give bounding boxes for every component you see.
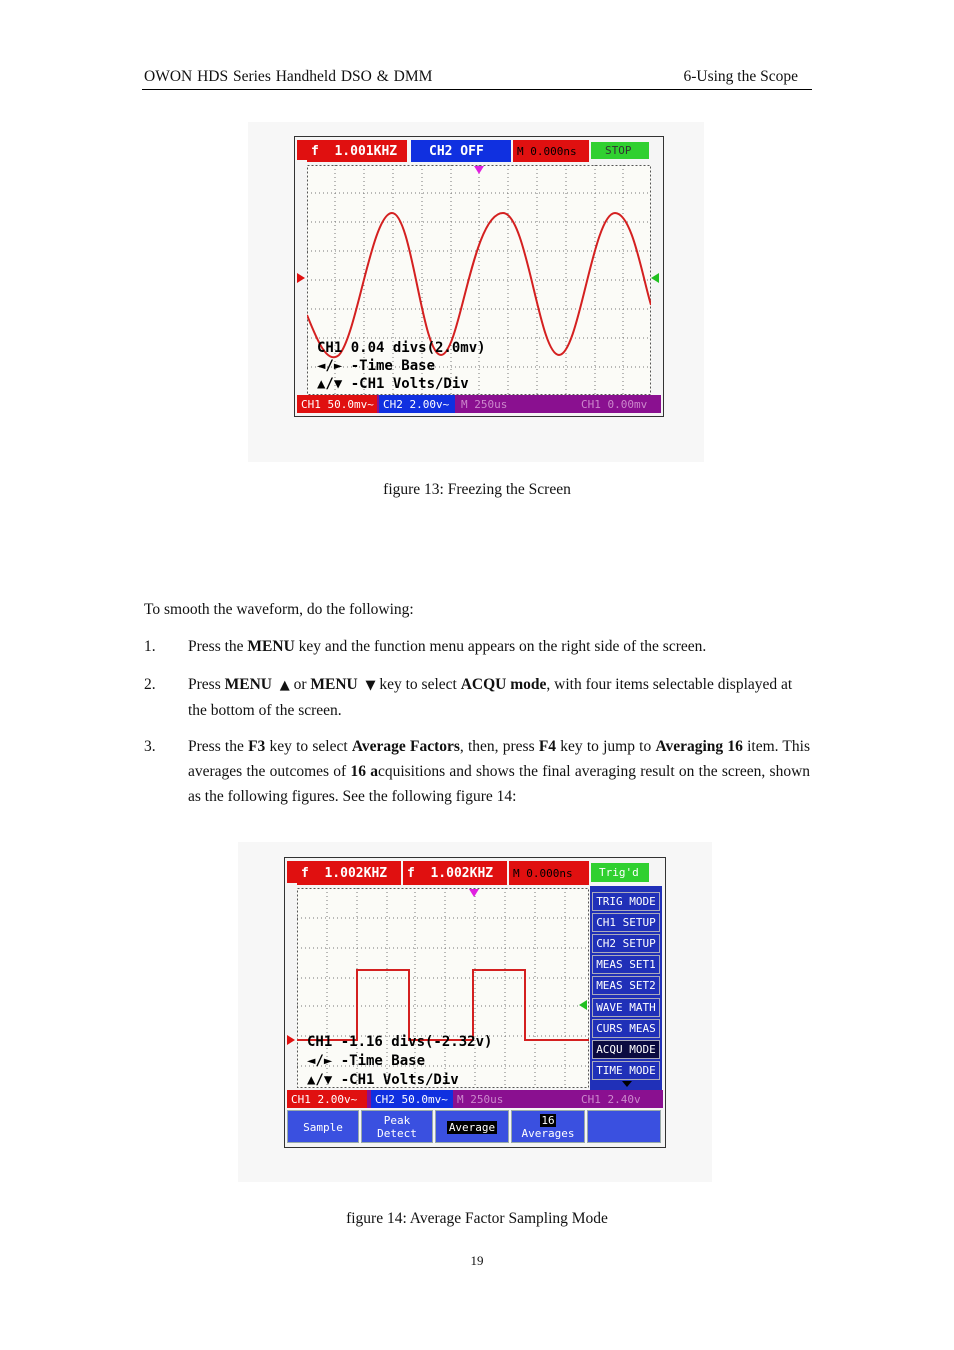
bottom-ch1: CH1 2.00v~ [287, 1090, 367, 1108]
f4-label-top: 16 [541, 1114, 555, 1127]
menu-item-trig-mode[interactable]: TRIG MODE [592, 892, 660, 911]
f2-peak-detect-button[interactable] [361, 1110, 433, 1143]
menu-item-ch2-setup[interactable]: CH2 SETUP [592, 934, 660, 953]
f3-label: Average [448, 1121, 496, 1134]
top-state: STOP [591, 142, 649, 159]
menu-item-wave-math[interactable]: WAVE MATH [592, 998, 660, 1017]
battery-icon [287, 861, 297, 883]
top-freq-ch2: f 1.002KHZ [403, 861, 507, 885]
top-freq-ch1: f 1.002KHZ [297, 861, 401, 885]
figure14-msg1: CH1 -1.16 divs(-2.32v) [307, 1034, 493, 1050]
trigger-marker-left [287, 1035, 295, 1045]
bottom-trigger: CH1 2.40v [581, 1092, 641, 1106]
f2-label-bottom: Detect [377, 1127, 417, 1140]
f5-blank-button[interactable] [587, 1110, 661, 1143]
trigger-marker-top [469, 889, 479, 897]
step3-text: Press the F3 key to select Average Factors, then, press F4 key to jump to Averaging 16 item. This averages the outcomes of 16 acquisitions and shows the final averaging result on the screen, shown as the following figures. See the following figure 14: [188, 738, 811, 805]
step2-text: Press MENU ▲ or MENU ▼ key to select ACQU mode, with four items selectable displayed at the bottom of the screen. [188, 676, 793, 719]
figure13-msg2: ◄/► -Time Base [317, 358, 436, 374]
figure14-scope-screen [284, 857, 666, 1148]
list-number: 2. [144, 676, 156, 693]
trigger-marker-right [579, 1000, 587, 1010]
f4-label-bottom: Averages [521, 1127, 575, 1140]
bottom-timebase: M 250us [457, 1092, 504, 1106]
bottom-timebase: M 250us [461, 397, 508, 411]
battery-icon [297, 140, 307, 160]
menu-item-meas-set1[interactable]: MEAS SET1 [592, 955, 660, 974]
top-state: Trig'd [591, 863, 649, 882]
figure13-msg1: CH1 0.04 divs(2.0mv) [317, 340, 486, 356]
top-ch2: CH2 OFF [411, 140, 511, 162]
header-left: OWON HDS Series Handheld DSO & DMM [144, 68, 433, 85]
menu-more-icon [622, 1081, 632, 1087]
figure14-msg3: ▲/▼ -CH1 Volts/Div [307, 1072, 459, 1088]
figure14-msg2: ◄/► -Time Base [307, 1053, 426, 1069]
f1-sample-button[interactable] [287, 1110, 359, 1143]
menu-item-ch1-setup[interactable]: CH1 SETUP [592, 913, 660, 932]
menu-item-acqu-mode[interactable]: ACQU MODE [592, 1040, 660, 1059]
f3-average-button[interactable] [435, 1110, 509, 1143]
menu-item-time-mode[interactable]: TIME MODE [592, 1061, 660, 1080]
f4-averages-button[interactable] [511, 1110, 585, 1143]
f1-label: Sample [303, 1121, 343, 1134]
figure13-scope-screen [294, 136, 664, 417]
bottom-ch2: CH2 2.00v~ [379, 395, 455, 413]
bottom-ch2: CH2 50.0mv~ [371, 1090, 453, 1108]
top-freq: f 1.001KHZ [307, 140, 407, 162]
figure13-caption: figure 13: Freezing the Screen [383, 481, 571, 498]
header-rule [142, 89, 812, 90]
f2-label-top: Peak [383, 1114, 411, 1127]
list-number: 3. [144, 738, 156, 755]
list-number: 1. [144, 638, 156, 655]
page-number: 19 [470, 1253, 484, 1268]
trigger-marker-top [474, 166, 484, 174]
top-time: M 0.000ns [513, 140, 589, 162]
menu-item-meas-set2[interactable]: MEAS SET2 [592, 976, 660, 995]
menu-item-curs-meas[interactable]: CURS MEAS [592, 1019, 660, 1038]
figure13-msg3: ▲/▼ -CH1 Volts/Div [317, 376, 469, 392]
down-arrow-icon: ▼ [365, 678, 376, 693]
top-time: M 0.000ns [509, 861, 589, 885]
intro-paragraph: To smooth the waveform, do the following: [144, 601, 414, 618]
figure14-caption: figure 14: Average Factor Sampling Mode [346, 1210, 608, 1227]
header-right: 6-Using the Scope [683, 68, 798, 85]
bottom-ch1: CH1 50.0mv~ [297, 395, 377, 413]
up-arrow-icon: ▲ [279, 678, 290, 693]
trigger-marker-right [651, 273, 659, 283]
step1-text: Press the MENU key and the function menu appears on the right side of the screen. [188, 638, 707, 655]
trigger-marker-left [297, 273, 305, 283]
bottom-trigger: CH1 0.00mv [581, 397, 648, 411]
